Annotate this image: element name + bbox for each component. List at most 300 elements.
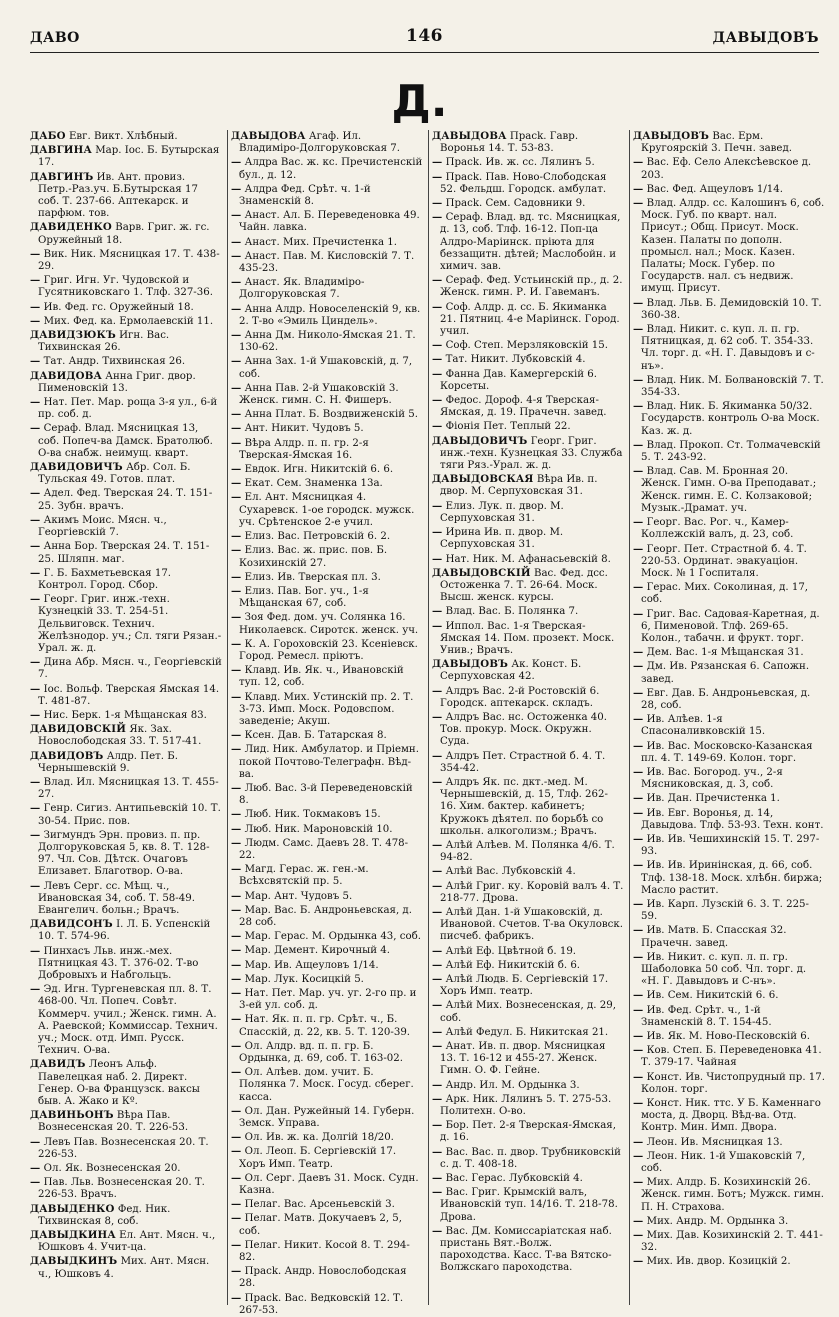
- entry-surname: —: [231, 1212, 242, 1225]
- directory-entry: [30, 130, 222, 143]
- directory-entry: [231, 1066, 423, 1104]
- entry-surname: —: [231, 463, 242, 476]
- entry-text: Леонъ Альф. Павелецкая наб. 2. Директ. Генер. О-ва Французск. ваксы быв. А. Жако и Кº.: [38, 1059, 200, 1108]
- entry-text: Дина Абр. Мясн. ч., Георгіевскій 7.: [38, 657, 222, 681]
- directory-entry: [432, 156, 624, 169]
- entry-text: Ол. Як. Вознесенская 20.: [43, 1163, 181, 1175]
- entry-surname: —: [231, 182, 242, 195]
- directory-entry: [231, 890, 423, 903]
- entry-surname: ДАВГИНЪ: [30, 170, 94, 183]
- entry-surname: —: [633, 182, 644, 195]
- entry-text: Георг. Григ. инж.-техн. Кузнецкій 33. Т. 254-51. Дельвиговск. Технич. Желѣзнодор. уч.; Сл. тяги Рязан.-Урал. ж. д.: [38, 594, 222, 654]
- directory-entry: [633, 1255, 825, 1268]
- entry-surname: —: [231, 1066, 242, 1079]
- directory-entry: [231, 209, 423, 234]
- directory-entry: [30, 567, 222, 592]
- directory-entry: [432, 865, 624, 878]
- directory-entry: [231, 571, 423, 584]
- directory-column-2: [227, 130, 423, 1316]
- entry-surname: —: [231, 544, 242, 557]
- entry-text: Алдръ Вас. нс. Остоженка 40. Тов. прокур. Моск. Окружн. Суда.: [440, 711, 607, 748]
- entry-text: Конст. Ив. Чистопрудный пр. 17. Колон. торг.: [641, 1071, 825, 1095]
- directory-entry: [633, 516, 825, 541]
- entry-text: Влад. Сав. М. Бронная 20. Женск. Гимн. О-ва Преподават.; Женск. гимн. Е. С. Колзаковой; Музык.-Драмат. уч.: [641, 466, 817, 514]
- directory-entry: [633, 608, 825, 646]
- entry-surname: —: [231, 972, 242, 985]
- entry-text: Клавд. Ив. Як. ч., Ивановскій туп. 12, соб.: [239, 665, 404, 689]
- directory-entry: [30, 1136, 222, 1161]
- entry-surname: —: [231, 1013, 242, 1026]
- directory-entry: [231, 823, 423, 836]
- entry-surname: —: [432, 958, 443, 971]
- entry-text: Ирина Ив. п. двор. М. Серпуховская 31.: [440, 527, 564, 551]
- entry-surname: —: [231, 1198, 242, 1211]
- entry-surname: —: [30, 944, 41, 957]
- entry-text: Ив. Сем. Никитскій 6. 6.: [646, 990, 779, 1002]
- directory-entry: [633, 130, 825, 155]
- entry-text: Анаст. Мих. Пречистенка 1.: [244, 236, 398, 248]
- entry-surname: —: [432, 367, 443, 380]
- entry-text: Герас. Мих. Соколиная, д. 17, соб.: [641, 582, 809, 606]
- directory-entry: [432, 171, 624, 196]
- entry-text: Пелаг. Никит. Косой 8. Т. 294-82.: [239, 1239, 410, 1264]
- directory-column-1: [30, 130, 222, 1305]
- entry-surname: ДАБО: [30, 130, 66, 142]
- entry-surname: —: [231, 249, 242, 262]
- entry-surname: —: [432, 749, 443, 762]
- directory-entry: [30, 802, 222, 827]
- directory-entry: [30, 1176, 222, 1201]
- entry-surname: —: [432, 1145, 443, 1158]
- directory-entry: [633, 1044, 825, 1069]
- directory-entry: [432, 999, 624, 1024]
- entry-text: Фанна Дав. Камергерскій 6. Корсеты.: [440, 368, 598, 392]
- entry-text: Мих. Дав. Козихинскій 2. Т. 441-32.: [641, 1230, 823, 1254]
- entry-text: Ив. Ант. провиз. Петр.-Раз.уч. Б.Бутырская 17 соб. Т. 237-66. Аптекарск. и парфюм. тов.: [38, 171, 198, 220]
- entry-surname: —: [633, 859, 644, 872]
- entry-text: Вас. Фед. Ащеуловъ 1/14.: [646, 183, 784, 195]
- directory-entry: [432, 274, 624, 299]
- entry-text: Мих. Алдр. Б. Козихинскій 26. Женск. гимн. Ботъ; Мужск. гимн. П. Н. Страхова.: [641, 1177, 824, 1213]
- entry-text: Вѣра Ив. п. двор. М. Серпуховская 31.: [440, 474, 598, 498]
- entry-text: Мих. Андр. М. Ордынка 3.: [646, 1215, 789, 1227]
- entry-surname: —: [30, 274, 41, 287]
- entry-text: Зигмундъ Эрн. провиз. п. пр. Долгоруковская 5, кв. 8. Т. 128-97. Чл. Сов. Дѣтск. Очаговъ Елизавет. Благотвор. О-ва.: [38, 829, 210, 878]
- entry-surname: —: [30, 1176, 41, 1189]
- entry-text: Адел. Фед. Тверская 24. Т. 151-25. Зубн. врачъ.: [38, 488, 213, 512]
- entry-text: Анна Алдр. Новоселенскій 9, кв. 2. Т-во «Эмиль Циндель».: [239, 303, 421, 327]
- directory-entry: [30, 540, 222, 565]
- entry-surname: —: [432, 710, 443, 723]
- directory-entry: [231, 1145, 423, 1170]
- directory-entry: [231, 1292, 423, 1317]
- directory-entry: [231, 930, 423, 943]
- entry-surname: —: [432, 1078, 443, 1091]
- entry-surname: —: [231, 664, 242, 677]
- entry-text: Вас. Вас. п. двор. Трубниковскій с. д. Т. 408-18.: [440, 1146, 621, 1170]
- entry-surname: —: [231, 930, 242, 943]
- entry-surname: —: [30, 487, 41, 500]
- directory-entry: [231, 782, 423, 807]
- entry-text: Абр. Сол. Б. Тульская 49. Готов. плат.: [38, 462, 191, 486]
- entry-text: Анна Григ. двор. Пименовскій 13.: [38, 370, 196, 394]
- directory-entry: [30, 1162, 222, 1175]
- directory-entry: [231, 303, 423, 328]
- entry-text: Соф. Алдр. д. сс. Б. Якиманка 21. Пятниц. 4-е Маріинск. Город. учил.: [440, 301, 620, 338]
- entry-text: Влад. Ник. Б. Якиманка 50/32. Государств. контроль О-ва Моск. Каз. ж. д.: [641, 401, 820, 437]
- directory-entry: [432, 1186, 624, 1224]
- entry-text: Анаст. Як. Владиміро-Долгоруковская 7.: [239, 277, 365, 301]
- entry-surname: —: [231, 1265, 242, 1278]
- entry-surname: —: [231, 477, 242, 490]
- entry-surname: —: [231, 422, 242, 435]
- entry-text: Мар. Лук. Косицкій 5.: [244, 973, 364, 985]
- directory-entry: [30, 487, 222, 512]
- entry-text: Прасk. Гавр. Воронья 14. Т. 53-83.: [440, 131, 579, 155]
- entry-text: Вѣра Пав. Вознесенская 20. Т. 226-53.: [38, 1110, 189, 1134]
- entry-surname: —: [633, 581, 644, 594]
- entry-text: І. Л. Б. Успенскій 10. Т. 574-96.: [38, 919, 211, 943]
- entry-text: Конст. Ник. ттс. У Б. Каменнаго моста, д. Дворц. Вѣд-ва. Отд. Контр. Мин. Имп. Двора.: [641, 1098, 821, 1134]
- entry-text: Акимъ Моис. Мясн. ч., Георгіевскій 7.: [38, 514, 167, 539]
- directory-entry: [231, 638, 423, 663]
- directory-entry: [231, 422, 423, 435]
- entry-surname: —: [633, 1003, 644, 1016]
- entry-surname: —: [231, 584, 242, 597]
- entry-text: Клавд. Мих. Устинскій пр. 2. Т. 3-73. Имп. Моск. Родовспом. заведеніе; Акуш.: [239, 691, 414, 727]
- entry-surname: —: [30, 314, 41, 327]
- entry-surname: —: [432, 211, 443, 224]
- entry-text: Агаф. Ил. Владиміро-Долгоруковская 7.: [239, 131, 401, 155]
- directory-entry: [30, 1058, 222, 1108]
- directory-entry: [231, 691, 423, 729]
- directory-entry: [30, 683, 222, 708]
- entry-text: Алѣй Мих. Вознесенская, д. 29, соб.: [440, 1000, 616, 1024]
- directory-entry: [432, 526, 624, 551]
- entry-surname: —: [231, 944, 242, 957]
- directory-entry: [432, 1146, 624, 1171]
- directory-columns: [30, 130, 825, 1316]
- directory-entry: [633, 1215, 825, 1228]
- entry-text: Евг. Викт. Хлѣбный.: [69, 131, 178, 142]
- entry-surname: —: [432, 944, 443, 957]
- directory-entry: [30, 656, 222, 681]
- entry-text: Ив. Ив. Иринінская, д. 66, соб. Тлф. 138-18. Моск. хлѣбн. биржа; Масло растит.: [641, 860, 823, 896]
- entry-surname: —: [633, 542, 644, 555]
- directory-entry: [231, 611, 423, 636]
- directory-entry: [432, 1172, 624, 1185]
- entry-text: Сераф. Влад. Мясницкая 13, соб. Попеч-ва Дамск. Братолюб. О-ва снабж. неимущ. кварт.: [38, 423, 213, 459]
- entry-text: Эд. Игн. Тургеневская пл. 8. Т. 468-00. Чл. Попеч. Совѣт. Коммерч. учил.; Женск. гимн. А. А. Раевской; Коммиссар. Технич. уч.; Моск. отд. Имп. Русск. Технич. О-ва.: [38, 984, 218, 1057]
- entry-text: Мар. Демент. Кирочный 4.: [244, 945, 391, 957]
- entry-surname: —: [30, 983, 41, 996]
- entry-text: Пинхасъ Льв. инж.-мех. Пятницкая 43. Т. 376-02. Т-во Добровыхъ и Набгольцъ.: [38, 945, 199, 981]
- entry-surname: —: [432, 353, 443, 366]
- directory-entry: [30, 370, 222, 395]
- entry-text: Вас. Григ. Крымскій валъ, Ивановскій туп. 14/16. Т. 218-78. Дрова.: [440, 1187, 618, 1223]
- entry-surname: —: [432, 394, 443, 407]
- entry-surname: —: [432, 1092, 443, 1105]
- directory-entry: [432, 339, 624, 352]
- directory-entry: [30, 983, 222, 1057]
- directory-entry: [633, 1097, 825, 1135]
- entry-surname: —: [432, 420, 443, 433]
- entry-text: Ив. Вас. Московско-Казанская пл. 4. Т. 149-69. Колон. торг.: [641, 740, 813, 764]
- entry-text: Федос. Дороф. 4-я Тверская-Ямская, д. 19. Прачечн. завед.: [440, 395, 607, 419]
- entry-surname: —: [30, 540, 41, 553]
- directory-column-4: [629, 130, 825, 1305]
- entry-text: Анаст. Ал. Б. Переведеновка 49. Чайн. лавка.: [239, 210, 420, 234]
- entry-text: Анна Дм. Николо-Ямская 21. Т. 130-62.: [239, 330, 416, 354]
- directory-column-3: [428, 130, 624, 1305]
- entry-surname: —: [432, 526, 443, 539]
- entry-surname: —: [633, 465, 644, 478]
- section-letter: Д.: [391, 76, 448, 127]
- entry-text: Нис. Берк. 1-я Мѣщанская 83.: [43, 709, 207, 721]
- directory-entry: [231, 585, 423, 610]
- entry-text: Дм. Ив. Рязанская 6. Сапожн. завед.: [641, 661, 810, 685]
- entry-text: Алдръ Пет. Страстной б. 4. Т. 354-42.: [440, 750, 606, 774]
- directory-entry: [231, 477, 423, 490]
- directory-entry: [231, 276, 423, 301]
- directory-entry: [432, 973, 624, 998]
- entry-text: Вас. Фед. дсс. Остоженка 7. Т. 26-64. Моск. Высш. женск. курсы.: [440, 567, 608, 604]
- entry-text: Мар. Іос. Б. Бутырская 17.: [38, 145, 220, 169]
- entry-text: Ив. Евг. Воронья, д. 14, Давыдова. Тлф. 53-93. Техн. конт.: [641, 807, 824, 831]
- entry-surname: —: [633, 1030, 644, 1043]
- entry-text: Ив. Матв. Б. Спасская 32. Прачечн. завед.: [641, 925, 787, 949]
- entry-surname: —: [30, 828, 41, 841]
- directory-entry: [432, 605, 624, 618]
- entry-surname: —: [30, 775, 41, 788]
- entry-surname: —: [633, 792, 644, 805]
- directory-entry: [231, 329, 423, 354]
- entry-text: Магд. Герас. ж. ген.-м. Всѣхсвятскій пр. 5.: [239, 864, 369, 888]
- entry-text: Ков. Степ. Б. Переведеновка 41. Т. 379-17. Чайная: [641, 1045, 822, 1069]
- entry-text: Мих. Фед. ка. Ермолаевскій 11.: [43, 315, 214, 327]
- entry-surname: —: [432, 170, 443, 183]
- entry-surname: —: [432, 1224, 443, 1237]
- entry-surname: —: [432, 879, 443, 892]
- entry-text: Алдръ Як. пс. дкт.-мед. М. Чернышевскій, д. 15, Тлф. 262-16. Хим. бактер. кабинетъ; Кружокъ дѣятел. по борьбѣ со школьн. алкоголизм.; Врачъ.: [440, 776, 608, 837]
- entry-text: Влад. Льв. Б. Демидовскій 10. Т. 360-38.: [641, 297, 822, 321]
- entry-text: Нат. Як. п. п. гр. Срѣт. ч., Б. Спасскій, д. 22, кв. 5. Т. 120-39.: [239, 1014, 411, 1038]
- entry-surname: —: [633, 897, 644, 910]
- directory-entry: [432, 435, 624, 473]
- entry-text: Прасk. Пав. Ново-Слободская 52. Фельдш. Городск. амбулат.: [440, 171, 607, 195]
- entry-text: Бор. Пет. 2-я Тверская-Ямская, д. 16.: [440, 1120, 616, 1144]
- directory-entry: [30, 945, 222, 983]
- entry-surname: —: [231, 690, 242, 703]
- entry-text: Влад. Алдр. сс. Калошинъ 6, соб. Моск. Губ. по кварт. нал. Присут.; Общ. Присут. Моск. Казен. Палаты по дополн. промысл. нал.; Моск. Казен. Палаты; Моск. Губер. по Государств. нал. съ недвиж. имущ. Присут.: [641, 198, 825, 295]
- directory-entry: [633, 833, 825, 858]
- directory-entry: [633, 439, 825, 464]
- directory-entry: [432, 211, 624, 273]
- directory-entry: [231, 1131, 423, 1144]
- entry-text: Георг. Пет. Страстной б. 4. Т. 220-53. Ординат. эвакуаціон. Моск. № 1 Госпиталя.: [641, 543, 807, 579]
- entry-surname: —: [633, 400, 644, 413]
- directory-entry: [432, 839, 624, 864]
- entry-text: Алдр. Пет. Б. Чернышевскій 9.: [38, 750, 178, 774]
- entry-text: Г. Б. Бахметьевская 17. Контрол. Город. Сбор.: [38, 567, 172, 591]
- directory-entry: [633, 989, 825, 1002]
- directory-entry: [231, 729, 423, 742]
- entry-text: Ол. Дан. Ружейный 14. Губерн. Земск. Управа.: [239, 1105, 415, 1130]
- directory-entry: [432, 197, 624, 210]
- entry-text: Ол. Серг. Даевъ 31. Моск. Судн. Казна.: [239, 1172, 419, 1197]
- entry-text: Тат. Андр. Тихвинская 26.: [43, 356, 186, 368]
- entry-surname: —: [231, 302, 242, 315]
- directory-entry: [30, 1255, 222, 1280]
- entry-text: Анна Пав. 2-й Ушаковскій 3. Женск. гимн. С. Н. Фишеръ.: [239, 382, 399, 407]
- entry-surname: ДАВИДОВИЧЪ: [30, 461, 123, 474]
- directory-entry: [633, 374, 825, 399]
- entry-surname: —: [633, 1044, 644, 1057]
- entry-surname: —: [30, 656, 41, 669]
- entry-surname: ДАВИНЬОНЪ: [30, 1109, 114, 1122]
- entry-text: Елиз. Пав. Бог. уч., 1-я Мѣщанская 67, соб.: [239, 585, 369, 610]
- entry-text: Мих. Ант. Мясн. ч., Юшковъ 4.: [38, 1256, 210, 1280]
- entry-text: Ол. Ив. ж. ка. Долгій 18/20.: [244, 1132, 394, 1144]
- entry-surname: —: [231, 408, 242, 421]
- directory-entry: [633, 898, 825, 923]
- entry-text: Влад. Ил. Мясницкая 13. Т. 455-27.: [38, 776, 219, 801]
- entry-surname: —: [231, 209, 242, 222]
- directory-entry: [30, 355, 222, 368]
- entry-text: Тат. Никит. Лубковскій 4.: [445, 354, 586, 366]
- entry-text: Анат. Ив. п. двор. Мясницкая 13. Т. 16-12 и 455-27. Женск. Гимн. О. Ф. Гейне.: [440, 1041, 606, 1077]
- entry-surname: —: [231, 530, 242, 543]
- entry-surname: —: [231, 611, 242, 624]
- directory-entry: [30, 422, 222, 460]
- entry-surname: —: [231, 808, 242, 821]
- directory-entry: [432, 368, 624, 393]
- entry-surname: —: [432, 999, 443, 1012]
- directory-entry: [231, 959, 423, 972]
- entry-surname: —: [633, 156, 644, 169]
- directory-entry: [432, 750, 624, 775]
- entry-text: Алдра Вас. ж. кс. Пречистенскій бул., д. 12.: [239, 157, 423, 181]
- header-rule: [30, 52, 819, 53]
- page-number: 146: [406, 26, 443, 46]
- entry-surname: —: [231, 958, 242, 971]
- entry-surname: —: [432, 619, 443, 632]
- entry-surname: —: [432, 156, 443, 169]
- entry-text: Лид. Ник. Амбулатор. и Пріемн. покой Почтово-Телеграфн. Вѣд-ва.: [239, 744, 419, 780]
- entry-surname: —: [633, 924, 644, 937]
- entry-text: Нат. Ник. М. Афанасьевскій 8.: [445, 553, 611, 565]
- entry-surname: —: [231, 570, 242, 583]
- entry-surname: —: [231, 1104, 242, 1117]
- entry-surname: —: [432, 605, 443, 618]
- entry-text: Евг. Дав. Б. Андроньевская, д. 28, соб.: [641, 687, 811, 711]
- directory-entry: [633, 713, 825, 738]
- directory-entry: [633, 156, 825, 181]
- directory-entry: [633, 807, 825, 832]
- directory-entry: [633, 323, 825, 373]
- entry-surname: —: [30, 802, 41, 815]
- directory-entry: [633, 859, 825, 897]
- directory-entry: [231, 382, 423, 407]
- directory-entry: [231, 530, 423, 543]
- entry-text: Вас. Герас. Лубковскій 4.: [445, 1173, 583, 1185]
- entry-surname: —: [30, 682, 41, 695]
- entry-surname: —: [231, 1291, 242, 1304]
- entry-surname: ДАВЫДОВЪ: [432, 658, 509, 671]
- directory-entry: [432, 1119, 624, 1144]
- entry-text: Ксен. Дав. Б. Татарская 8.: [244, 730, 387, 742]
- entry-surname: —: [231, 276, 242, 289]
- entry-surname: —: [231, 1171, 242, 1184]
- directory-entry: [432, 959, 624, 972]
- directory-entry: [633, 646, 825, 659]
- entry-surname: —: [432, 300, 443, 313]
- directory-entry: [30, 593, 222, 655]
- directory-entry: [231, 1172, 423, 1197]
- entry-surname: —: [231, 1131, 242, 1144]
- entry-text: Вас. Еф. Село Алексѣевское д. 203.: [641, 157, 812, 181]
- entry-surname: ДАВЫДОВСКІЙ: [432, 566, 531, 579]
- entry-text: К. А. Гороховскій 23. Ксеніевск. Город. Ремесл. пріютъ.: [239, 638, 418, 662]
- entry-surname: —: [633, 806, 644, 819]
- directory-entry: [30, 918, 222, 943]
- directory-entry: [231, 355, 423, 380]
- directory-entry: [231, 1013, 423, 1038]
- directory-entry: [432, 353, 624, 366]
- page-header: [30, 26, 819, 50]
- directory-entry: [633, 766, 825, 791]
- entry-text: Алѣй Еф. Цвѣтной б. 19.: [445, 945, 577, 957]
- directory-entry: [30, 171, 222, 221]
- directory-entry: [30, 1109, 222, 1134]
- entry-surname: —: [231, 729, 242, 742]
- directory-entry: [30, 248, 222, 273]
- entry-text: Анна Плат. Б. Воздвиженскій 5.: [244, 409, 418, 421]
- directory-entry: [30, 1203, 222, 1228]
- entry-text: Ол. Алѣев. дом. учит. Б. Полянка 7. Моск. Госуд. сберег. касса.: [239, 1067, 414, 1103]
- entry-surname: ДАВЫДОВИЧЪ: [432, 434, 528, 447]
- directory-entry: [30, 1229, 222, 1254]
- directory-entry: [30, 274, 222, 299]
- entry-text: Леон. Ив. Мясницкая 13.: [646, 1136, 783, 1148]
- entry-text: Ив. Алѣев. 1-я Спасоналивковскій 15.: [641, 714, 766, 738]
- entry-surname: —: [231, 822, 242, 835]
- entry-text: Мар. Вас. Б. Андроньевская, д. 28 соб.: [239, 904, 412, 928]
- entry-text: Елиз. Лук. п. двор. М. Серпуховская 31.: [440, 500, 564, 524]
- entry-text: Пав. Льв. Вознесенская 20. Т. 226-53. Врачъ.: [38, 1177, 205, 1201]
- directory-entry: [231, 837, 423, 862]
- entry-surname: ДАВИДОВЪ: [30, 749, 104, 762]
- entry-surname: —: [633, 660, 644, 673]
- directory-entry: [231, 544, 423, 569]
- entry-text: Елиз. Вас. ж. прис. пов. Б. Козихинскій 27.: [239, 545, 388, 569]
- directory-entry: [432, 711, 624, 749]
- entry-surname: ДАВИДЪ: [30, 1058, 86, 1071]
- entry-surname: —: [633, 832, 644, 845]
- entry-surname: ДАВЫДОВА: [432, 130, 507, 142]
- entry-text: Леон. Ник. 1-й Ушаковскій 7, соб.: [641, 1150, 806, 1175]
- entry-text: Мар. Герас. М. Ордынка 43, соб.: [244, 931, 421, 943]
- directory-entry: [633, 1150, 825, 1175]
- entry-surname: —: [432, 339, 443, 352]
- entry-text: Екат. Сем. Знаменка 13а.: [244, 478, 383, 490]
- entry-text: Вас. Ерм. Кругоярскій 3. Печн. завед.: [641, 131, 792, 155]
- entry-surname: —: [432, 1119, 443, 1132]
- directory-entry: [30, 829, 222, 879]
- entry-text: Прасk. Андр. Новослободская 28.: [239, 1266, 407, 1290]
- directory-entry: [231, 987, 423, 1012]
- entry-surname: —: [432, 684, 443, 697]
